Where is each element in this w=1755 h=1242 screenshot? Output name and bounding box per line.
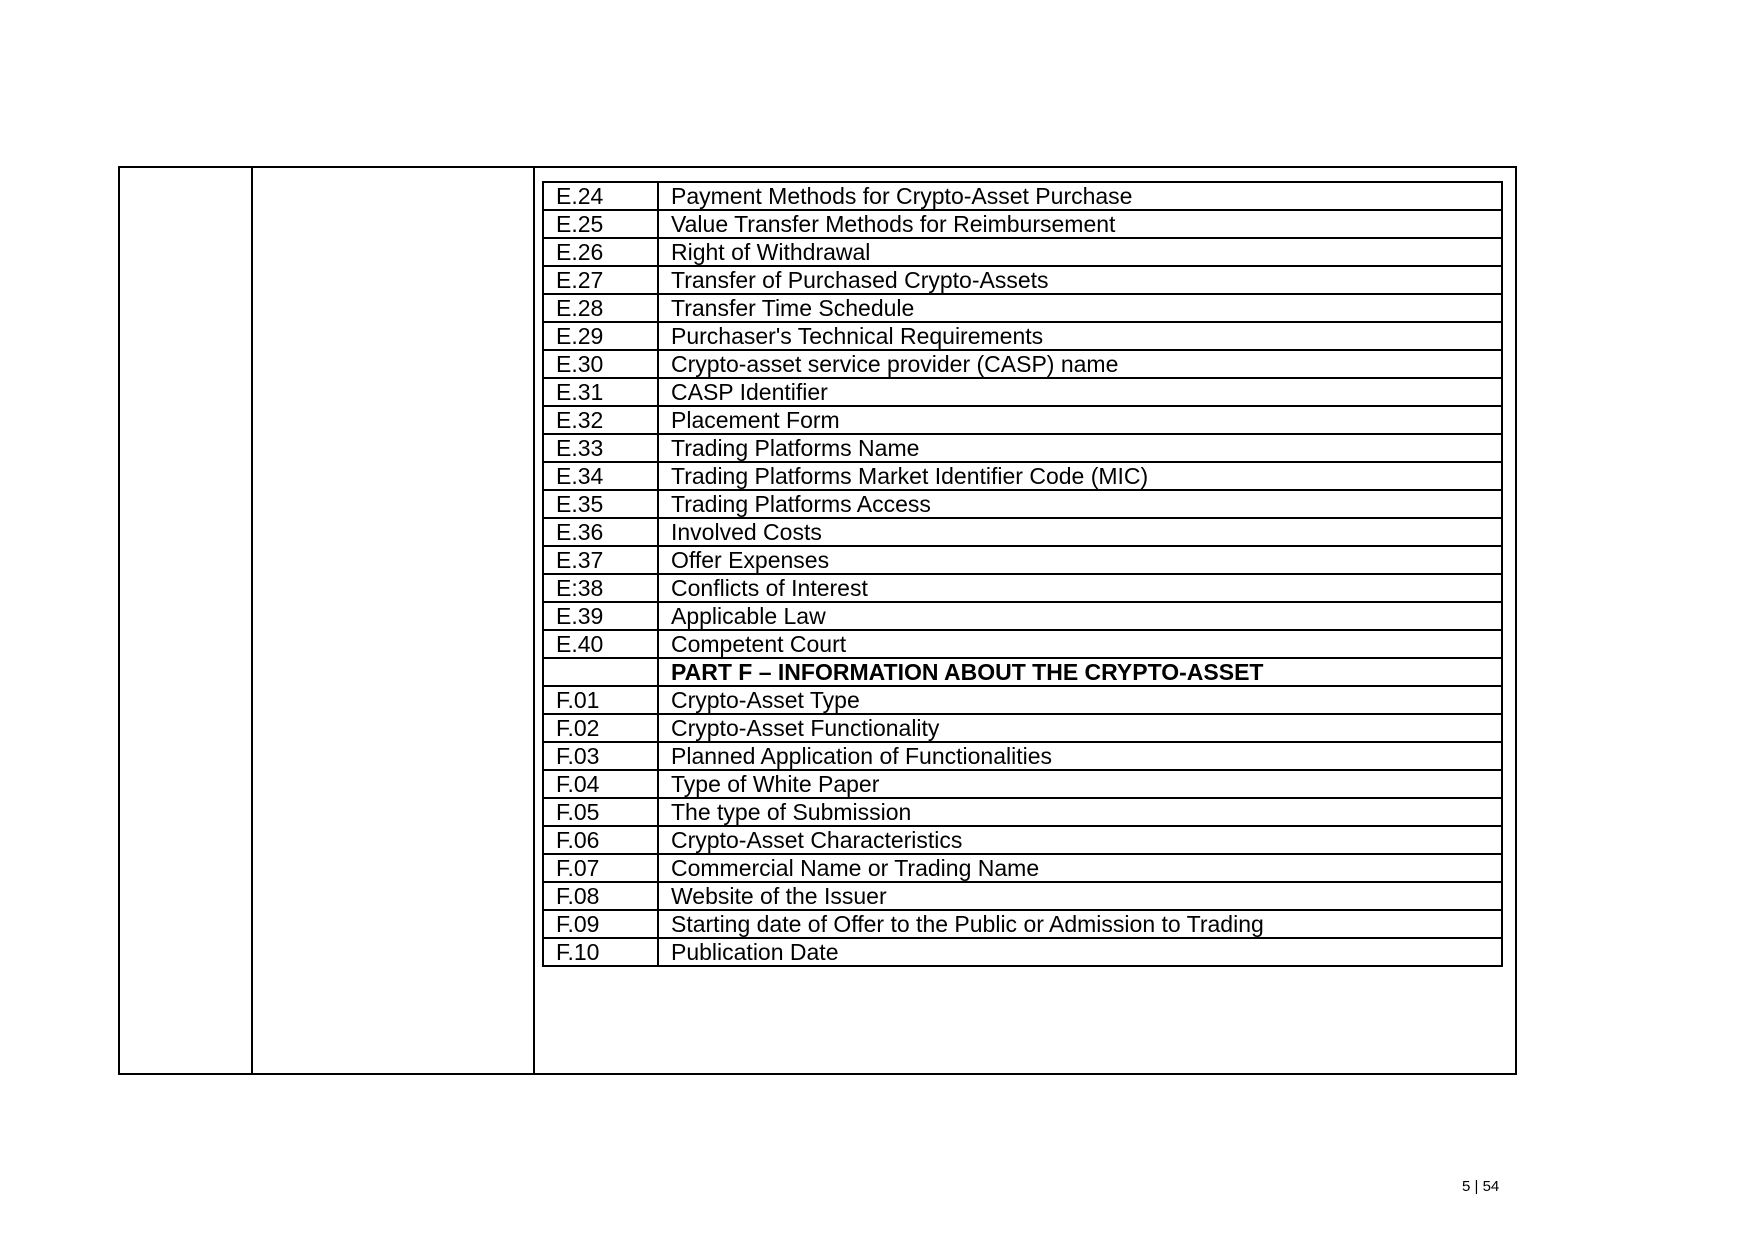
table-row <box>543 686 1502 714</box>
field-label: Commercial Name or Trading Name <box>658 854 1502 882</box>
field-code: F.09 <box>543 910 658 938</box>
field-label: Value Transfer Methods for Reimbursement <box>658 210 1502 238</box>
field-code: E.33 <box>543 434 658 462</box>
field-label: Conflicts of Interest <box>658 574 1502 602</box>
field-label: Type of White Paper <box>658 770 1502 798</box>
field-code: E.24 <box>543 182 658 210</box>
table-row <box>543 854 1502 882</box>
table-row <box>543 798 1502 826</box>
table-row <box>543 490 1502 518</box>
field-code: E.34 <box>543 462 658 490</box>
field-label: Purchaser's Technical Requirements <box>658 322 1502 350</box>
field-label: Crypto-Asset Functionality <box>658 714 1502 742</box>
field-label: Starting date of Offer to the Public or Admission to Trading <box>658 910 1502 938</box>
field-code: F.03 <box>543 742 658 770</box>
table-row <box>543 910 1502 938</box>
table-row <box>543 770 1502 798</box>
table-row <box>543 294 1502 322</box>
outer-column-2 <box>253 168 535 1073</box>
field-code: E.40 <box>543 630 658 658</box>
field-code: E.36 <box>543 518 658 546</box>
field-code: E.29 <box>543 322 658 350</box>
table-row <box>543 350 1502 378</box>
outer-column-1 <box>120 168 253 1073</box>
field-code: F.06 <box>543 826 658 854</box>
field-label: CASP Identifier <box>658 378 1502 406</box>
table-row <box>543 462 1502 490</box>
table-row <box>543 574 1502 602</box>
field-label: Trading Platforms Name <box>658 434 1502 462</box>
table-row <box>543 210 1502 238</box>
table-row <box>543 518 1502 546</box>
table-row <box>543 266 1502 294</box>
field-label: Payment Methods for Crypto-Asset Purchase <box>658 182 1502 210</box>
field-label: The type of Submission <box>658 798 1502 826</box>
field-label: Publication Date <box>658 938 1502 966</box>
field-code: E:38 <box>543 574 658 602</box>
field-label: Transfer Time Schedule <box>658 294 1502 322</box>
field-code: E.27 <box>543 266 658 294</box>
field-code: F.01 <box>543 686 658 714</box>
table-row <box>543 714 1502 742</box>
field-label: Right of Withdrawal <box>658 238 1502 266</box>
field-code: E.31 <box>543 378 658 406</box>
field-code: F.05 <box>543 798 658 826</box>
field-label: Involved Costs <box>658 518 1502 546</box>
table-row <box>543 238 1502 266</box>
table-row <box>543 322 1502 350</box>
field-label: Crypto-asset service provider (CASP) name <box>658 350 1502 378</box>
field-list-table <box>542 181 1503 967</box>
section-heading: PART F – INFORMATION ABOUT THE CRYPTO-ASSET <box>658 658 1502 686</box>
table-row <box>543 882 1502 910</box>
field-label: Crypto-Asset Characteristics <box>658 826 1502 854</box>
field-code: E.35 <box>543 490 658 518</box>
field-label: Competent Court <box>658 630 1502 658</box>
table-row <box>543 742 1502 770</box>
field-code: E.28 <box>543 294 658 322</box>
table-row <box>543 378 1502 406</box>
table-row <box>543 434 1502 462</box>
table-row <box>543 406 1502 434</box>
field-label: Placement Form <box>658 406 1502 434</box>
field-code: E.37 <box>543 546 658 574</box>
field-code: E.25 <box>543 210 658 238</box>
field-label: Applicable Law <box>658 602 1502 630</box>
table-row <box>543 182 1502 210</box>
field-label: Transfer of Purchased Crypto-Assets <box>658 266 1502 294</box>
field-label: Offer Expenses <box>658 546 1502 574</box>
field-label: Trading Platforms Market Identifier Code (MIC) <box>658 462 1502 490</box>
field-code: F.07 <box>543 854 658 882</box>
field-label: Website of the Issuer <box>658 882 1502 910</box>
field-code: E.39 <box>543 602 658 630</box>
field-code: F.02 <box>543 714 658 742</box>
table-row <box>543 546 1502 574</box>
field-code: F.10 <box>543 938 658 966</box>
field-label: Planned Application of Functionalities <box>658 742 1502 770</box>
page-number: 5 | 54 <box>1462 1178 1500 1195</box>
table-row <box>543 826 1502 854</box>
field-label: Trading Platforms Access <box>658 490 1502 518</box>
field-code <box>543 658 658 686</box>
table-row <box>543 630 1502 658</box>
field-code: E.30 <box>543 350 658 378</box>
table-row <box>543 938 1502 966</box>
field-code: E.26 <box>543 238 658 266</box>
field-code: E.32 <box>543 406 658 434</box>
field-label: Crypto-Asset Type <box>658 686 1502 714</box>
field-code: F.08 <box>543 882 658 910</box>
field-code: F.04 <box>543 770 658 798</box>
table-row <box>543 602 1502 630</box>
section-heading-row <box>543 658 1502 686</box>
